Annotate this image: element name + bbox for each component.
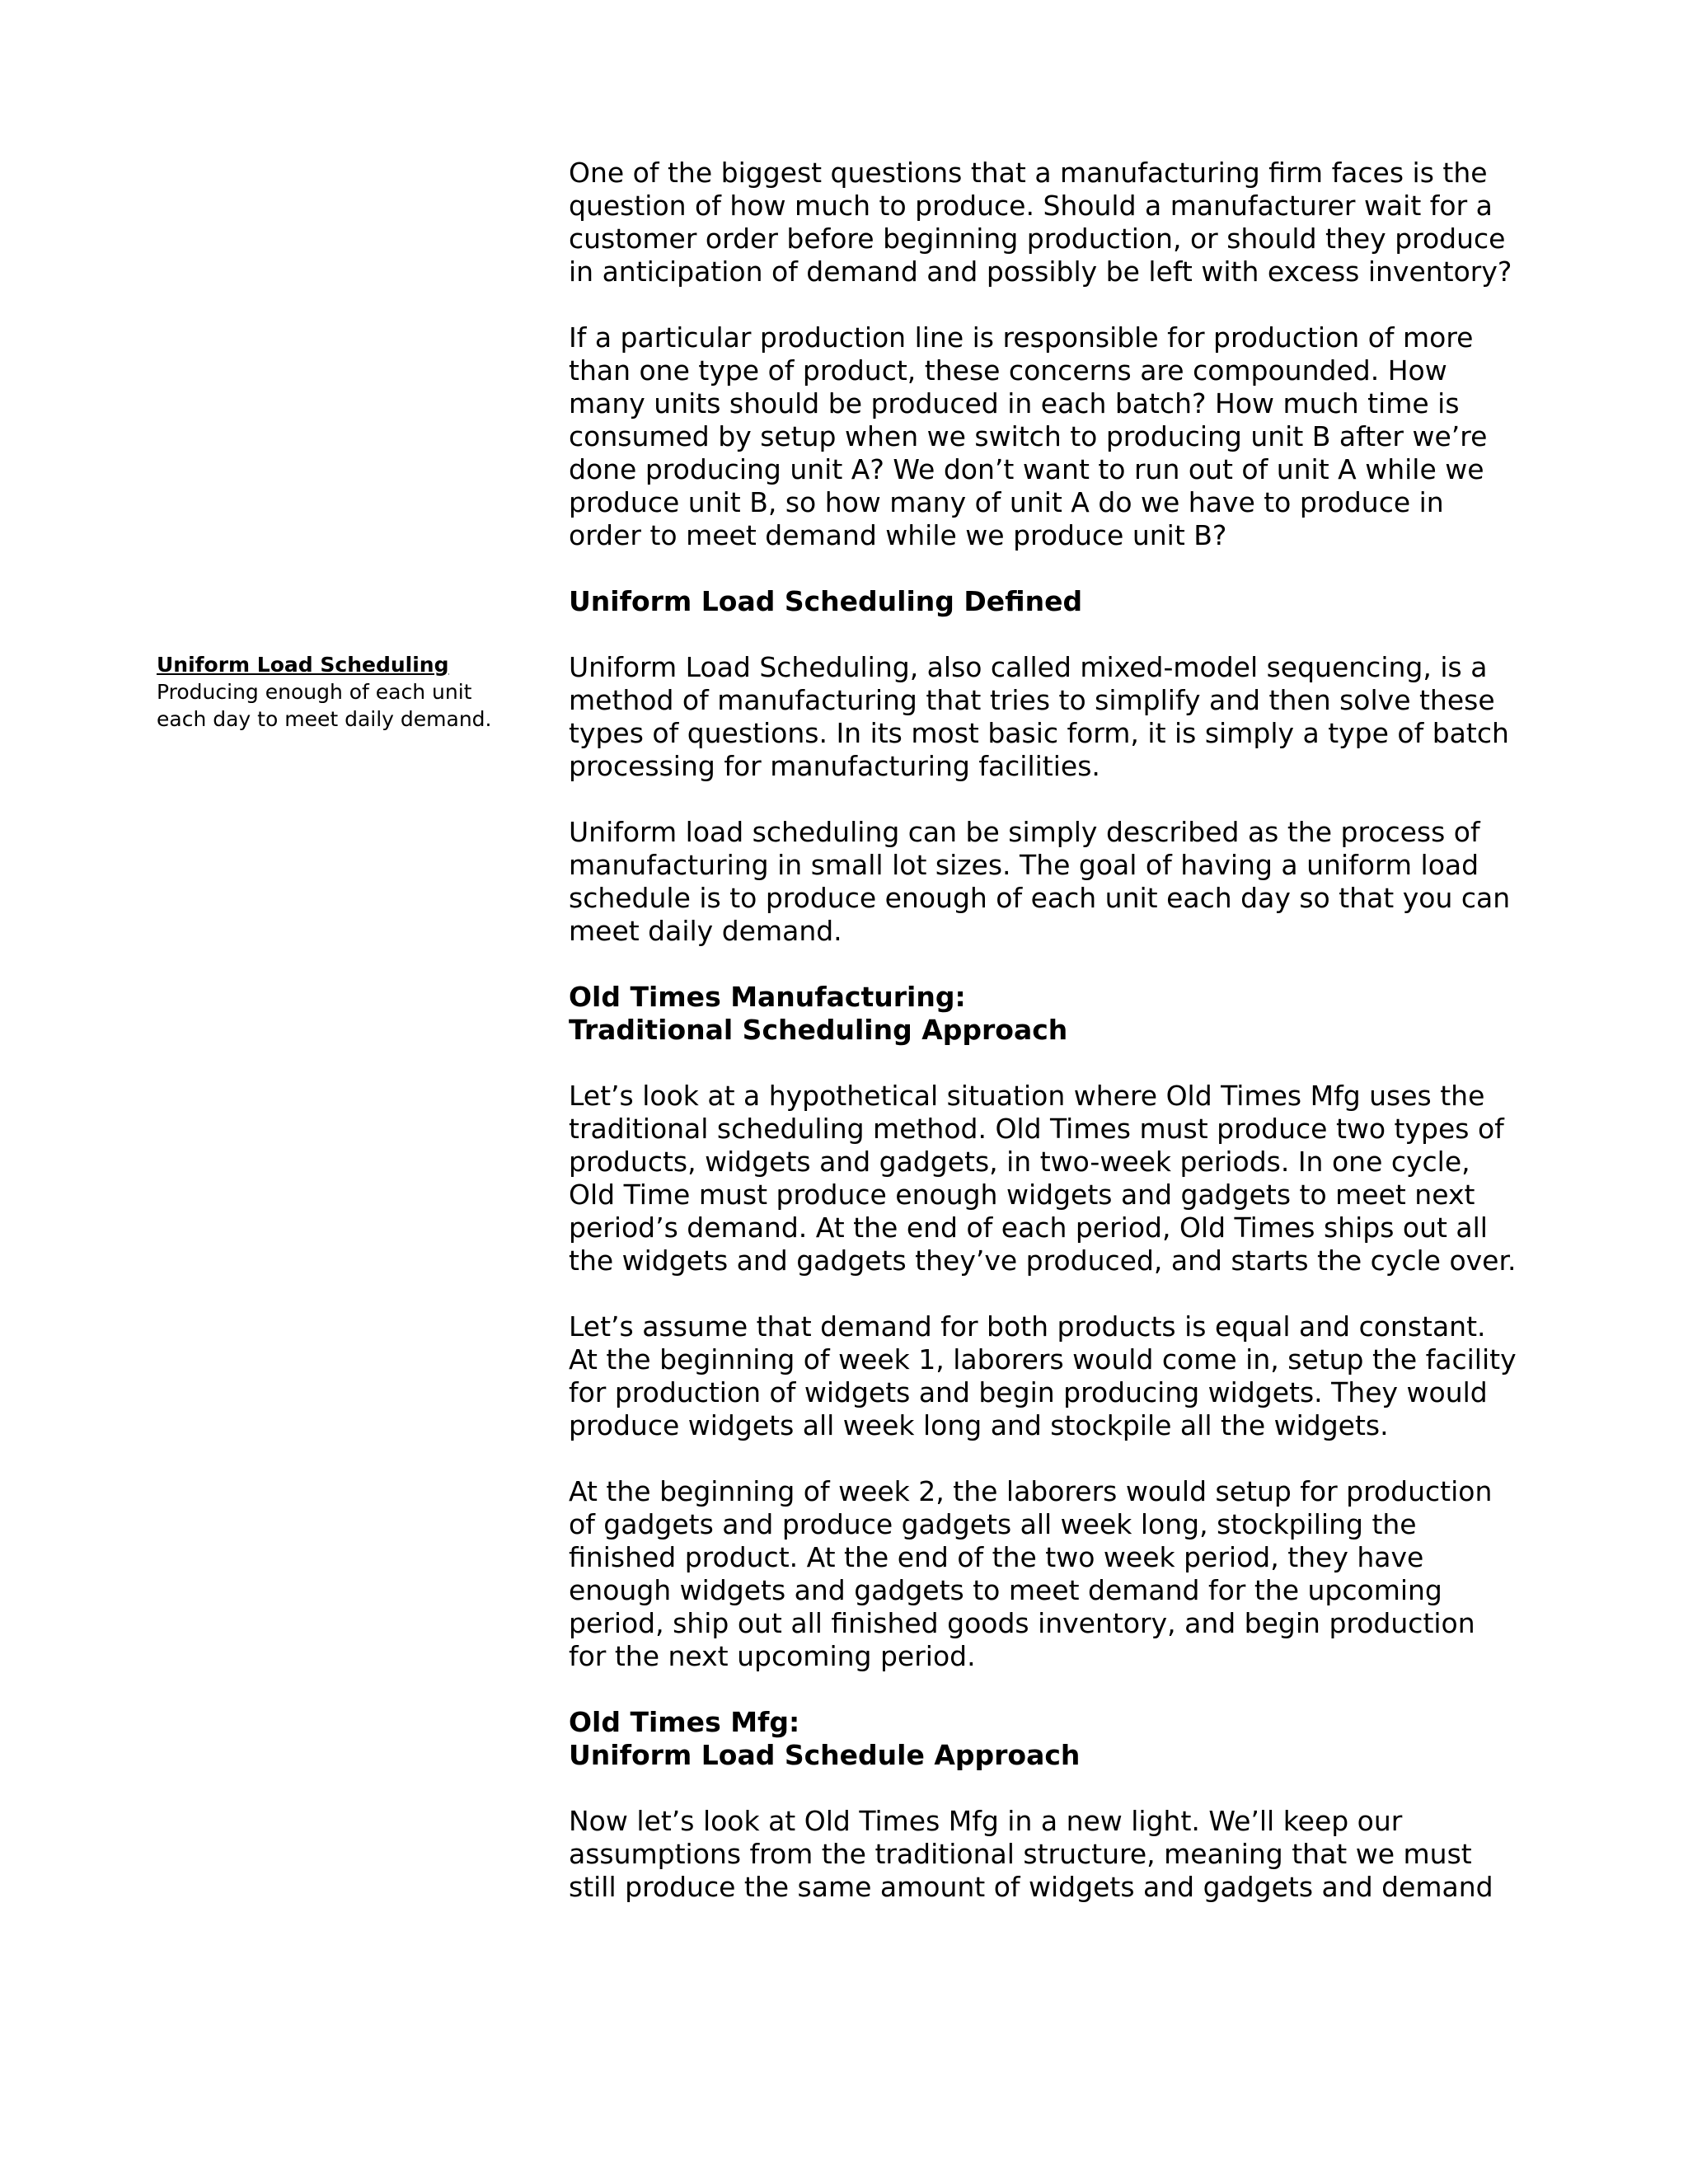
heading-uniform-load-defined: Uniform Load Scheduling Defined [569, 585, 1083, 617]
paragraph-week1: Let’s assume that demand for both products is equal and constant. At the beginning of week 1, laborers would come in, setup the facility for production of widgets and begin producing widgets. They would produce widgets all week long and stockpile all the widgets. [569, 1310, 1517, 1441]
heading-traditional-approach [569, 981, 1517, 1047]
heading-uniform-line2: Uniform Load Schedule Approach [569, 1739, 1081, 1771]
paragraph-new-light: Now let’s look at Old Times Mfg in a new light. We’ll keep our assumptions from the traditional structure, meaning that we must still produce the same amount of widgets and gadgets and demand [569, 1805, 1493, 1903]
main-body [569, 157, 1517, 1937]
paragraph-hypothetical: Let’s look at a hypothetical situation where Old Times Mfg uses the traditional scheduling method. Old Times must produce two types of products, widgets and gadgets, in two-week periods. In one cycle, Old Time must produce enough widgets and gadgets to meet next period’s demand. At the end of each period, Old Times ships out all the widgets and gadgets they’ve produced, and starts the cycle over. [569, 1080, 1517, 1277]
heading-traditional-line2: Traditional Scheduling Approach [569, 1014, 1068, 1046]
paragraph-intro: One of the biggest questions that a manufacturing firm faces is the question of how much to produce. Should a manufacturer wait for a customer order before beginning production, or should they produce in anticipation of demand and possibly be left with excess inventory? [569, 157, 1512, 288]
paragraph-multi-product: If a particular production line is responsible for production of more than one type of product, these concerns are compounded. How many units should be produced in each batch? How much time is consumed by setup when we switch to producing unit B after we’re done producing unit A? We don’t want to run out of unit A while we produce unit B, so how many of unit A do we have to produce in order to meet demand while we produce unit B? [569, 321, 1488, 551]
margin-note-definition: Producing enough of each unit each day to meet daily demand. [157, 680, 492, 731]
heading-uniform-approach [569, 1706, 1517, 1772]
paragraph-small-lots: Uniform load scheduling can be simply described as the process of manufacturing in small lot sizes. The goal of having a uniform load schedule is to produce enough of each unit each day so that you can meet daily demand. [569, 816, 1511, 947]
margin-note [157, 651, 503, 733]
heading-uniform-line1: Old Times Mfg: [569, 1706, 800, 1738]
margin-note-term: Uniform Load Scheduling [157, 653, 449, 677]
paragraph-definition: Uniform Load Scheduling, also called mixed-model sequencing, is a method of manufacturing that tries to simplify and then solve these types of questions. In its most basic form, it is simply a type of batch processing for manufacturing facilities. [569, 651, 1509, 782]
paragraph-week2: At the beginning of week 2, the laborers would setup for production of gadgets and produce gadgets all week long, stockpiling the finished product. At the end of the two week period, they have enough widgets and gadgets to meet demand for the upcoming period, ship out all finished goods inventory, and begin production for the next upcoming period. [569, 1475, 1493, 1672]
heading-traditional-line1: Old Times Manufacturing: [569, 981, 966, 1013]
